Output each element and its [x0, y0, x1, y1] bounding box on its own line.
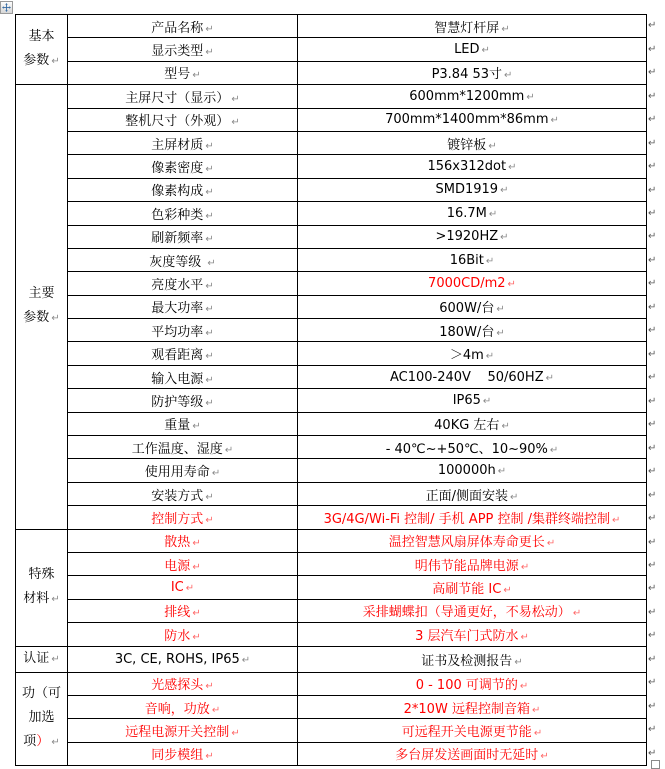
- spec-value-cell[interactable]: LED ↵: [298, 38, 647, 61]
- spec-label-cell[interactable]: 远程电源开关控制 ↵: [68, 719, 298, 742]
- cell-end-marker-icon: ↵: [481, 45, 490, 57]
- row-end-marker-icon: ↵: [648, 67, 657, 79]
- cell-end-marker-icon: ↵: [51, 737, 60, 749]
- row-end-marker-icon: ↵: [648, 207, 657, 219]
- row-end-marker-icon: ↵: [648, 395, 657, 407]
- category-label: 参数 ↵: [23, 310, 60, 326]
- cell-end-marker-icon: ↵: [205, 234, 214, 246]
- row-end-marker-icon: ↵: [648, 90, 657, 102]
- cell-end-marker-icon: ↵: [488, 140, 497, 152]
- cell-end-marker-icon: ↵: [572, 608, 582, 620]
- spec-value-cell[interactable]: 明伟节能品牌电源 ↵: [298, 552, 647, 575]
- cell-end-marker-icon: ↵: [205, 47, 214, 59]
- table-resize-handle[interactable]: [651, 760, 660, 769]
- spec-label-cell[interactable]: 工作温度、湿度 ↵: [68, 436, 298, 459]
- spec-value-cell[interactable]: 2*10W 远程控制音箱 ↵: [298, 695, 647, 718]
- cell-end-marker-icon: ↵: [205, 397, 214, 409]
- cell-end-marker-icon: ↵: [211, 468, 221, 480]
- row-end-marker-icon: ↵: [648, 606, 657, 618]
- spec-value-cell[interactable]: 3G/4G/Wi-Fi 控制/ 手机 APP 控制 /集群终端控制 ↵: [298, 506, 647, 529]
- cell-end-marker-icon: ↵: [501, 23, 510, 35]
- spec-label-cell[interactable]: 3C, CE, ROHS, IP65 ↵: [68, 646, 298, 672]
- spec-label-cell[interactable]: 像素构成 ↵: [68, 178, 298, 201]
- cell-end-marker-icon: ↵: [241, 654, 251, 666]
- spec-value-cell[interactable]: 镀锌板 ↵: [298, 131, 647, 154]
- cell-end-marker-icon: ↵: [545, 372, 555, 384]
- cell-end-marker-icon: ↵: [192, 631, 201, 643]
- spec-label-cell[interactable]: 排线 ↵: [68, 599, 298, 622]
- row-end-marker-icon: ↵: [648, 747, 657, 759]
- spec-label-cell[interactable]: 亮度水平 ↵: [68, 272, 298, 295]
- category-label: 项） ↵: [23, 734, 60, 750]
- cell-end-marker-icon: ↵: [205, 304, 214, 316]
- cell-end-marker-icon: ↵: [205, 280, 214, 292]
- category-cell[interactable]: [16, 529, 68, 646]
- row-end-marker-icon: ↵: [648, 536, 657, 548]
- spec-value-cell[interactable]: 证书及检测报告 ↵: [298, 646, 647, 672]
- cell-end-marker-icon: ↵: [510, 491, 519, 503]
- row-end-marker-icon: ↵: [648, 442, 657, 454]
- cell-end-marker-icon: ↵: [192, 561, 201, 573]
- spec-label-cell[interactable]: 像素密度 ↵: [68, 155, 298, 178]
- spec-label-cell[interactable]: 灰度等级 ↵: [68, 248, 298, 271]
- cell-end-marker-icon: ↵: [514, 656, 523, 668]
- row-end-marker-icon: ↵: [648, 560, 657, 572]
- cell-end-marker-icon: ↵: [51, 313, 60, 325]
- row-end-marker-icon: ↵: [648, 653, 657, 665]
- spec-table: [15, 14, 647, 766]
- spec-label-cell[interactable]: 控制方式 ↵: [68, 506, 298, 529]
- spec-label-cell[interactable]: 产品名称 ↵: [68, 15, 298, 38]
- spec-value-cell[interactable]: 温控智慧风扇屏体寿命更长 ↵: [298, 529, 647, 552]
- cell-end-marker-icon: ↵: [205, 514, 214, 526]
- row-end-marker-icon: ↵: [648, 278, 657, 290]
- spec-label-cell[interactable]: 音响，功放 ↵: [68, 695, 298, 718]
- spec-value-cell[interactable]: 600W/台 ↵: [298, 295, 647, 318]
- row-end-marker-icon: ↵: [648, 724, 657, 736]
- row-end-marker-icon: ↵: [648, 20, 657, 32]
- cell-end-marker-icon: ↵: [205, 210, 214, 222]
- cell-end-marker-icon: ↵: [500, 185, 509, 197]
- spec-value-cell[interactable]: 600mm*1200mm ↵: [298, 85, 647, 108]
- cell-end-marker-icon: ↵: [519, 681, 529, 693]
- spec-value-cell[interactable]: P3.84 53寸 ↵: [298, 61, 647, 84]
- spec-label-cell[interactable]: 光感探头 ↵: [68, 672, 298, 695]
- cell-end-marker-icon: ↵: [496, 304, 505, 316]
- spec-value-cell[interactable]: - 40℃~+50℃、10~90% ↵: [298, 436, 647, 459]
- cell-end-marker-icon: ↵: [612, 514, 621, 526]
- spec-value-cell[interactable]: 40KG 左右 ↵: [298, 412, 647, 435]
- spec-label-cell[interactable]: 最大功率 ↵: [68, 295, 298, 318]
- category-cell[interactable]: [16, 15, 68, 85]
- cell-end-marker-icon: ↵: [224, 444, 234, 456]
- spec-label-cell[interactable]: 使用用寿命 ↵: [68, 459, 298, 482]
- spec-value-cell[interactable]: 多台屏发送画面时无延时 ↵: [298, 742, 647, 765]
- row-end-marker-icon: ↵: [648, 700, 657, 712]
- row-end-marker-icon: ↵: [648, 677, 657, 689]
- category-label: 功（可: [21, 686, 61, 702]
- cell-end-marker-icon: ↵: [504, 70, 513, 82]
- spec-value-cell[interactable]: 可远程开关电源更节能 ↵: [298, 719, 647, 742]
- cell-end-marker-icon: ↵: [205, 751, 214, 763]
- row-end-marker-icon: ↵: [648, 184, 657, 196]
- cell-end-marker-icon: ↵: [205, 351, 214, 363]
- row-end-marker-icon: ↵: [648, 513, 657, 525]
- spec-value-cell[interactable]: 0 - 100 可调节的 ↵: [298, 672, 647, 695]
- row-end-marker-icon: ↵: [648, 372, 657, 384]
- cell-end-marker-icon: ↵: [207, 257, 216, 269]
- spec-value-cell[interactable]: 100000h ↵: [298, 459, 647, 482]
- spec-value-cell[interactable]: 16Bit ↵: [298, 248, 647, 271]
- cell-end-marker-icon: ↵: [531, 704, 541, 716]
- spec-label-cell[interactable]: 重量 ↵: [68, 412, 298, 435]
- spec-value-cell[interactable]: AC100-240V 50/60HZ ↵: [298, 365, 647, 388]
- cell-end-marker-icon: ↵: [205, 491, 214, 503]
- cell-end-marker-icon: ↵: [192, 70, 201, 82]
- cell-end-marker-icon: ↵: [488, 208, 498, 220]
- cell-end-marker-icon: ↵: [497, 466, 507, 478]
- category-cell[interactable]: [16, 646, 68, 672]
- row-end-marker-icon: ↵: [648, 348, 657, 360]
- spec-value-cell[interactable]: >1920HZ ↵: [298, 225, 647, 248]
- table-move-handle[interactable]: [0, 1, 13, 14]
- category-label: 参数 ↵: [23, 53, 60, 69]
- cell-end-marker-icon: ↵: [192, 421, 201, 433]
- spec-value-cell[interactable]: ＞4m ↵: [298, 342, 647, 365]
- cell-end-marker-icon: ↵: [205, 327, 214, 339]
- spec-value-cell[interactable]: 采排蝴蝶扣（导通更好，不易松动） ↵: [298, 599, 647, 622]
- cell-end-marker-icon: ↵: [231, 117, 240, 129]
- spec-value-cell[interactable]: 700mm*1400mm*86mm ↵: [298, 108, 647, 131]
- cell-end-marker-icon: ↵: [205, 187, 214, 199]
- cell-end-marker-icon: ↵: [507, 278, 516, 290]
- row-end-marker-icon: ↵: [648, 630, 657, 642]
- row-end-marker-icon: ↵: [648, 137, 657, 149]
- category-cell[interactable]: [16, 85, 68, 529]
- spec-label-cell[interactable]: 主屏尺寸（显示） ↵: [68, 85, 298, 108]
- spec-value-cell[interactable]: IP65 ↵: [298, 389, 647, 412]
- cell-end-marker-icon: ↵: [231, 728, 240, 740]
- row-end-marker-icon: ↵: [648, 583, 657, 595]
- cell-end-marker-icon: ↵: [500, 232, 509, 244]
- cell-end-marker-icon: ↵: [205, 681, 214, 693]
- spec-label-cell[interactable]: IC ↵: [68, 576, 298, 599]
- spec-label-cell[interactable]: 色彩种类 ↵: [68, 202, 298, 225]
- spec-label-cell[interactable]: 防水 ↵: [68, 623, 298, 646]
- row-end-marker-icon: ↵: [648, 419, 657, 431]
- cell-end-marker-icon: ↵: [192, 608, 201, 620]
- row-end-markers: [648, 14, 664, 765]
- cell-end-marker-icon: ↵: [501, 421, 510, 433]
- cell-end-marker-icon: ↵: [546, 538, 556, 550]
- cell-end-marker-icon: ↵: [51, 594, 60, 606]
- cell-end-marker-icon: ↵: [485, 351, 495, 363]
- cell-end-marker-icon: ↵: [192, 538, 201, 550]
- cell-end-marker-icon: ↵: [520, 561, 530, 573]
- cell-end-marker-icon: ↵: [540, 751, 549, 763]
- cell-end-marker-icon: ↵: [485, 255, 495, 267]
- spec-label-cell[interactable]: 主屏材质 ↵: [68, 131, 298, 154]
- category-label: 认证 ↵: [23, 650, 60, 666]
- row-end-marker-icon: ↵: [648, 466, 657, 478]
- category-cell[interactable]: [16, 672, 68, 766]
- move-icon: [2, 3, 11, 12]
- cell-end-marker-icon: ↵: [549, 444, 559, 456]
- cell-end-marker-icon: ↵: [51, 56, 60, 68]
- spec-label-cell[interactable]: 电源 ↵: [68, 552, 298, 575]
- spec-label-cell[interactable]: 平均功率 ↵: [68, 319, 298, 342]
- spec-label-cell[interactable]: 同步模组 ↵: [68, 742, 298, 765]
- spec-value-cell[interactable]: 3 层汽车门式防水 ↵: [298, 623, 647, 646]
- cell-end-marker-icon: ↵: [205, 23, 214, 35]
- cell-end-marker-icon: ↵: [185, 583, 195, 595]
- spec-value-cell[interactable]: 高刷节能 IC ↵: [298, 576, 647, 599]
- row-end-marker-icon: ↵: [648, 231, 657, 243]
- row-end-marker-icon: ↵: [648, 489, 657, 501]
- spec-label-cell[interactable]: 输入电源 ↵: [68, 365, 298, 388]
- cell-end-marker-icon: ↵: [526, 91, 535, 103]
- cell-end-marker-icon: ↵: [496, 327, 505, 339]
- row-end-marker-icon: ↵: [648, 161, 657, 173]
- category-label: 基本: [28, 29, 55, 45]
- spec-label-cell[interactable]: 刷新频率 ↵: [68, 225, 298, 248]
- cell-end-marker-icon: ↵: [503, 585, 512, 597]
- spec-value-cell[interactable]: 7000CD/m2 ↵: [298, 272, 647, 295]
- cell-end-marker-icon: ↵: [533, 728, 543, 740]
- cell-end-marker-icon: ↵: [211, 704, 221, 716]
- spec-label-cell[interactable]: 安装方式 ↵: [68, 482, 298, 505]
- cell-end-marker-icon: ↵: [550, 115, 559, 127]
- spec-value-cell[interactable]: 正面/侧面安装 ↵: [298, 482, 647, 505]
- category-label: 主要: [28, 286, 55, 302]
- spec-label-cell[interactable]: 防护等级 ↵: [68, 389, 298, 412]
- cell-end-marker-icon: ↵: [205, 140, 214, 152]
- cell-end-marker-icon: ↵: [508, 162, 517, 174]
- spec-label-cell[interactable]: 观看距离 ↵: [68, 342, 298, 365]
- category-label: 加选: [28, 710, 55, 726]
- row-end-marker-icon: ↵: [648, 43, 657, 55]
- spec-value-cell[interactable]: SMD1919 ↵: [298, 178, 647, 201]
- spec-label-cell[interactable]: 散热 ↵: [68, 529, 298, 552]
- row-end-marker-icon: ↵: [648, 301, 657, 313]
- spec-value-cell[interactable]: 智慧灯杆屏 ↵: [298, 15, 647, 38]
- cell-end-marker-icon: ↵: [482, 395, 492, 407]
- cell-end-marker-icon: ↵: [231, 93, 240, 105]
- spec-value-cell[interactable]: 180W/台 ↵: [298, 319, 647, 342]
- cell-end-marker-icon: ↵: [205, 164, 214, 176]
- spec-value-cell[interactable]: 16.7M ↵: [298, 202, 647, 225]
- category-label: 材料 ↵: [23, 591, 60, 607]
- cell-end-marker-icon: ↵: [51, 653, 60, 665]
- cell-end-marker-icon: ↵: [520, 631, 529, 643]
- spec-value-cell[interactable]: 156x312dot ↵: [298, 155, 647, 178]
- spec-label-cell[interactable]: 整机尺寸（外观） ↵: [68, 108, 298, 131]
- category-label: 特殊: [28, 567, 55, 583]
- row-end-marker-icon: ↵: [648, 325, 657, 337]
- spec-label-cell[interactable]: 显示类型 ↵: [68, 38, 298, 61]
- row-end-marker-icon: ↵: [648, 254, 657, 266]
- row-end-marker-icon: ↵: [648, 114, 657, 126]
- spec-label-cell[interactable]: 型号 ↵: [68, 61, 298, 84]
- cell-end-marker-icon: ↵: [205, 374, 214, 386]
